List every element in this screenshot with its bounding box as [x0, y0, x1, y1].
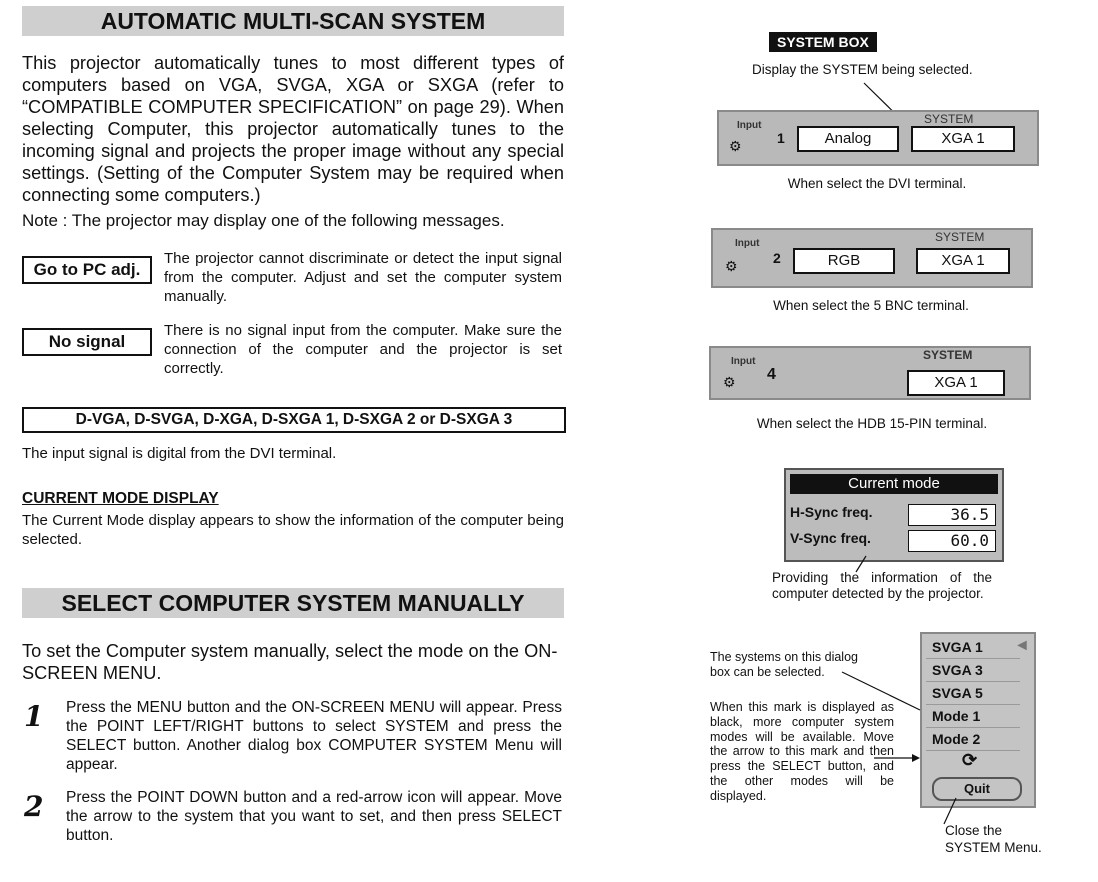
osd-mode-field: RGB: [793, 248, 895, 274]
intro-paragraph: This projector automatically tunes to most different types of computers based on VGA, SVGA, XGA or SXGA (refer to “COMPATIBLE COMPUTER SPECIFICATION” on page 29). When selecting Computer, this projector automatically tunes to the incoming signal and projects the proper image without any special settings. (Setting of the Computer System may be required when connecting some computers.): [22, 53, 564, 205]
current-mode-panel: [784, 468, 1004, 562]
v-sync-value: 60.0: [908, 530, 996, 552]
osd-input-label: Input: [735, 238, 760, 249]
osd-system-field: XGA 1: [907, 370, 1005, 396]
step-2-text: Press the POINT DOWN button and a red-arrow icon will appear. Move the arrow to the system that you want to set, and then press SELECT button.: [66, 789, 562, 844]
osd-system-field: XGA 1: [916, 248, 1010, 274]
msg-go-to-pc-adj: Go to PC adj.: [22, 256, 152, 284]
more-modes-icon[interactable]: ⟳: [962, 750, 978, 770]
osd-dvi-caption: When select the DVI terminal.: [787, 176, 967, 191]
input-icon: ⚙: [725, 258, 738, 274]
osd-mode-field: Analog: [797, 126, 899, 152]
step-1-number: 1: [24, 700, 44, 733]
current-mode-header: Current mode: [790, 474, 998, 494]
osd-system-label: SYSTEM: [923, 348, 973, 362]
digital-modes-desc: The input signal is digital from the DVI terminal.: [22, 445, 337, 462]
manual-intro: To set the Computer system manually, select the mode on the ON-SCREEN MENU.: [22, 641, 558, 683]
msg-no-signal: No signal: [22, 328, 152, 356]
osd-input-number: 2: [773, 250, 781, 266]
osd-5bnc: [711, 228, 1033, 288]
menu-note-more-modes: When this mark is displayed as black, more computer system modes will be available. Move the arrow to this mark and then press the SELECT button, and the other modes will be displayed.: [710, 700, 894, 803]
input-icon: ⚙: [723, 374, 736, 390]
current-mode-caption: Providing the information of the computer detected by the projector.: [772, 570, 992, 601]
current-mode-heading: CURRENT MODE DISPLAY: [22, 490, 219, 507]
osd-system-label: SYSTEM: [935, 230, 985, 244]
h-sync-value: 36.5: [908, 504, 996, 526]
osd-system-label: SYSTEM: [924, 112, 974, 126]
menu-quit-button[interactable]: Quit: [932, 777, 1022, 801]
system-box-label: SYSTEM BOX: [769, 32, 877, 52]
osd-5bnc-caption: When select the 5 BNC terminal.: [773, 298, 969, 313]
h-sync-label: H-Sync freq.: [790, 504, 873, 520]
title-automatic-multi-scan: AUTOMATIC MULTI-SCAN SYSTEM: [22, 6, 564, 36]
system-box-caption: Display the SYSTEM being selected.: [752, 62, 973, 77]
osd-dvi: [717, 110, 1039, 166]
osd-input-number: 4: [767, 366, 776, 383]
menu-item-svga3[interactable]: SVGA 3: [926, 660, 1020, 682]
menu-item-mode2[interactable]: Mode 2: [926, 729, 1020, 751]
menu-item-mode1[interactable]: Mode 1: [926, 706, 1020, 728]
current-mode-desc: The Current Mode display appears to show the information of the computer being selected.: [22, 512, 564, 548]
menu-item-svga5[interactable]: SVGA 5: [926, 683, 1020, 705]
step-2-number: 2: [24, 790, 44, 823]
note-text: Note : The projector may display one of the following messages.: [22, 211, 505, 230]
msg-no-signal-desc: There is no signal input from the computer. Make sure the connection of the computer and the projector is set correctly.: [164, 322, 562, 377]
osd-system-field: XGA 1: [911, 126, 1015, 152]
step-1-text: Press the MENU button and the ON-SCREEN MENU will appear. Press the POINT LEFT/RIGHT buttons to select SYSTEM and press the SELECT button. Another dialog box COMPUTER SYSTEM Menu will appear.: [66, 699, 562, 773]
input-icon: ⚙: [729, 138, 742, 154]
osd-hdb15-caption: When select the HDB 15-PIN terminal.: [756, 416, 988, 431]
osd-hdb15: [709, 346, 1031, 400]
menu-item-svga1[interactable]: SVGA 1: [926, 637, 1020, 659]
osd-input-number: 1: [777, 130, 785, 146]
v-sync-label: V-Sync freq.: [790, 530, 871, 546]
title-select-computer-system: SELECT COMPUTER SYSTEM MANUALLY: [22, 588, 564, 618]
menu-note-selectable: The systems on this dialog box can be selected.: [710, 650, 858, 679]
menu-pointers: [840, 668, 960, 828]
digital-modes-box: D-VGA, D-SVGA, D-XGA, D-SXGA 1, D-SXGA 2 or D-SXGA 3: [22, 407, 566, 433]
red-arrow-icon: ◄: [1014, 637, 1030, 654]
msg-go-to-pc-adj-desc: The projector cannot discriminate or detect the input signal from the computer. Adjust and set the computer system manually.: [164, 250, 562, 305]
close-menu-caption: Close the SYSTEM Menu.: [945, 823, 1042, 855]
osd-input-label: Input: [731, 356, 756, 367]
osd-input-label: Input: [737, 120, 762, 131]
